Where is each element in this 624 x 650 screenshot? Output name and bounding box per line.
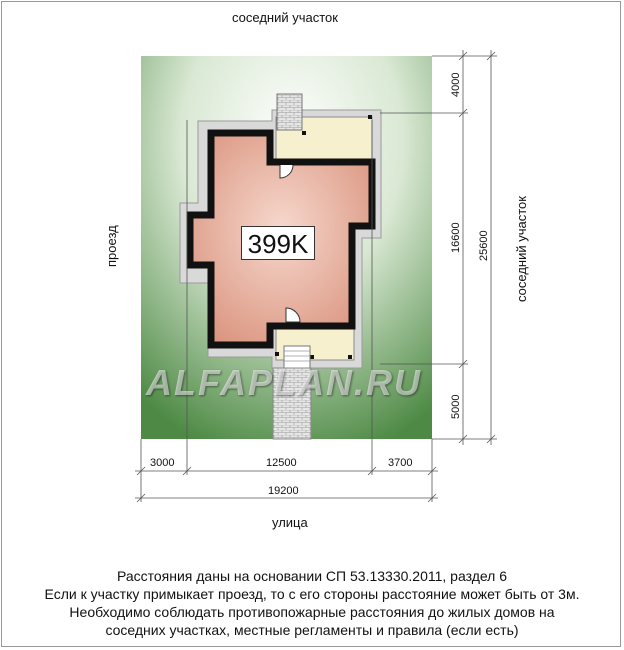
- column: [302, 131, 306, 135]
- dim-bottom-setback: 5000: [450, 394, 462, 419]
- dim-house-width: 12500: [266, 457, 297, 469]
- column: [310, 355, 314, 359]
- label-left-driveway: проезд: [104, 225, 119, 267]
- dim-total-depth: 25600: [478, 230, 490, 261]
- dim-top-setback: 4000: [450, 72, 462, 97]
- dim-house-depth: 16600: [450, 222, 462, 253]
- note-line: Расстояния даны на основании СП 53.13330.2011, раздел 6: [116, 568, 508, 584]
- column: [348, 355, 352, 359]
- label-right-neighbor: соседний участок: [514, 196, 529, 302]
- note-line: Если к участку примыкает проезд, то с его стороны расстояние может быть от 3м.: [44, 586, 580, 602]
- watermark: ALFAPLAN.RU: [146, 362, 422, 403]
- dim-left-setback: 3000: [150, 457, 175, 469]
- label-top-neighbor: соседний участок: [232, 10, 338, 25]
- note-line: соседних участках, местные регламенты и правила (если есть): [105, 622, 519, 638]
- note-line: Необходимо соблюдать противопожарные расстояния до жилых домов на: [69, 604, 555, 620]
- column: [275, 352, 279, 356]
- regulation-notes: [0, 567, 624, 639]
- stairs-north: [277, 94, 302, 130]
- dim-total-width: 19200: [268, 485, 299, 497]
- column: [368, 115, 372, 119]
- house-code-label: 399K: [241, 226, 315, 260]
- dim-right-setback: 3700: [388, 457, 413, 469]
- label-bottom-street: улица: [272, 515, 308, 530]
